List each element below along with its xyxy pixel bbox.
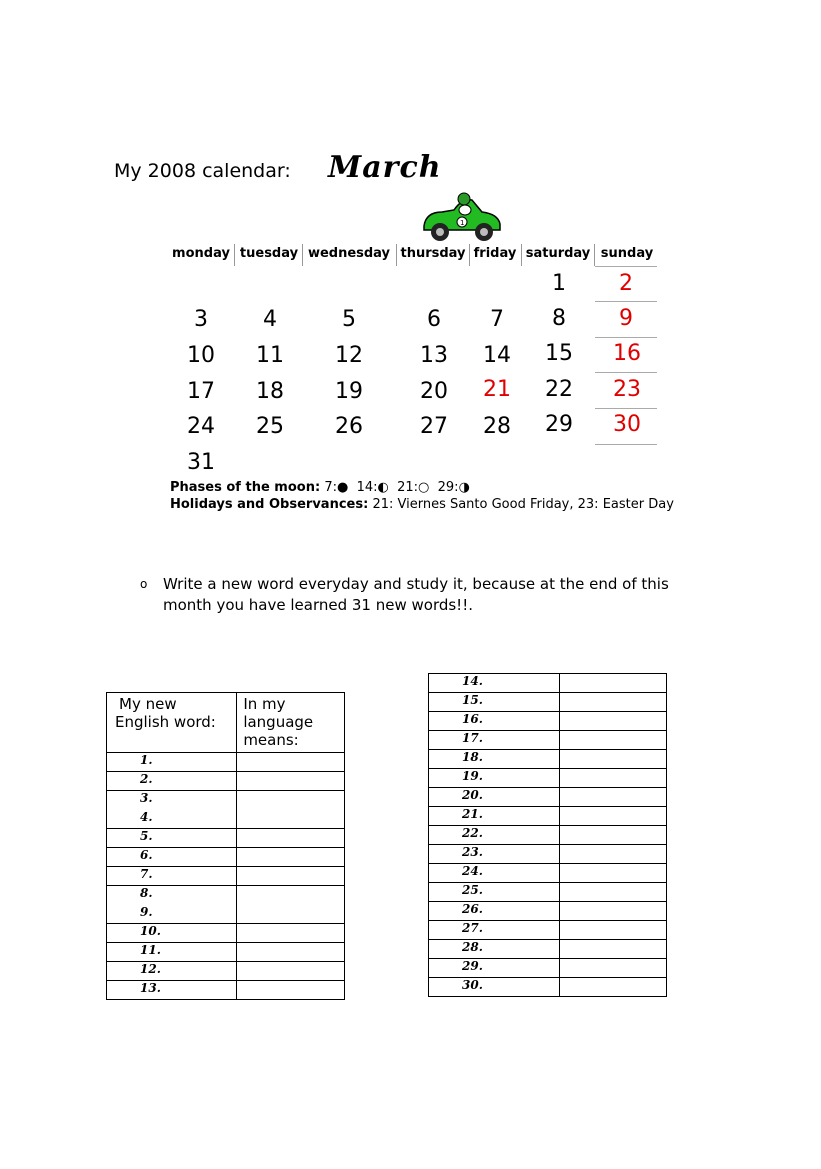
word-number: 17. [429,731,560,750]
column-separator [594,244,595,266]
day-header-friday: friday [473,246,517,261]
table-row [107,981,345,1000]
calendar-day: 12 [335,343,363,368]
instruction-line-1: Write a new word everyday and study it, because at the end of this [163,575,669,593]
table-row [429,807,667,826]
english-word-header [107,693,237,753]
meaning-cell[interactable] [237,886,345,924]
word-number: 25. [429,883,560,902]
word-number: 28. [429,940,560,959]
calendar-day: 31 [187,450,215,475]
calendar-day: 27 [420,414,448,439]
meaning-cell[interactable] [559,731,666,750]
word-number: 8. [107,886,237,905]
last-quarter-moon-icon: ◐ [377,480,389,495]
word-number: 14. [429,674,560,693]
meaning-cell[interactable] [559,940,666,959]
word-number: 19. [429,769,560,788]
meaning-cell[interactable] [559,750,666,769]
new-moon-icon: ○ [418,480,430,495]
calendar-day: 19 [335,379,363,404]
meaning-cell[interactable] [559,959,666,978]
column-separator [396,244,397,266]
race-car-illustration [418,190,504,246]
vocabulary-table-right [428,673,667,997]
calendar-day: 15 [545,341,573,366]
calendar-day-sunday: 30 [613,412,641,437]
table-row [107,886,345,905]
calendar-day: 18 [256,379,284,404]
language-meaning-header [237,693,345,753]
calendar-day: 17 [187,379,215,404]
calendar-day: 4 [263,307,277,332]
table-row [107,943,345,962]
calendar-day-sunday: 2 [619,271,633,296]
table-row [107,848,345,867]
calendar-day: 28 [483,414,511,439]
day-header-sunday: sunday [600,246,654,261]
meaning-cell[interactable] [237,753,345,772]
calendar-day: 11 [256,343,284,368]
table-row [429,845,667,864]
table-row [429,750,667,769]
table-row [429,769,667,788]
table-row [429,731,667,750]
meaning-cell[interactable] [559,807,666,826]
moon-phases [170,480,470,495]
calendar-day-sunday: 23 [613,377,641,402]
calendar-day: 14 [483,343,511,368]
meaning-cell[interactable] [559,902,666,921]
word-number: 26. [429,902,560,921]
table-row [107,791,345,810]
header-text: English word: [115,713,216,731]
word-number: 12. [107,962,237,981]
day-header-wednesday: wednesday [307,246,391,261]
meaning-cell[interactable] [237,772,345,791]
sunday-divider [595,372,657,373]
table-row [429,959,667,978]
meaning-cell[interactable] [237,943,345,962]
meaning-cell[interactable] [559,788,666,807]
meaning-cell[interactable] [237,981,345,1000]
table-row [107,829,345,848]
table-row [107,867,345,886]
meaning-cell[interactable] [237,924,345,943]
word-number: 1. [107,753,237,772]
meaning-cell[interactable] [559,674,666,693]
day-header-tuesday: tuesday [239,246,299,261]
moon-phase-1: 7: [324,480,337,495]
meaning-cell[interactable] [237,962,345,981]
calendar-day: 20 [420,379,448,404]
calendar-day: 29 [545,412,573,437]
moon-phase-2: 14: [356,480,378,495]
column-separator [521,244,522,266]
word-number: 23. [429,845,560,864]
meaning-cell[interactable] [559,845,666,864]
meaning-cell[interactable] [237,867,345,886]
table-row [107,772,345,791]
calendar-day: 3 [194,307,208,332]
word-number: 27. [429,921,560,940]
word-number: 15. [429,693,560,712]
header-text: language [243,713,314,731]
meaning-cell[interactable] [559,864,666,883]
word-number: 9. [107,905,237,924]
word-number: 10. [107,924,237,943]
calendar-day: 7 [490,307,504,332]
full-moon-icon: ● [336,480,349,495]
word-number: 2. [107,772,237,791]
meaning-cell[interactable] [559,883,666,902]
table-row [429,693,667,712]
table-row [107,962,345,981]
calendar-day: 8 [552,306,566,331]
instruction-line-2: month you have learned 31 new words!!. [163,596,473,614]
calendar-day: 10 [187,343,215,368]
meaning-cell[interactable] [237,829,345,848]
sunday-divider [595,266,657,267]
word-number: 18. [429,750,560,769]
meaning-cell[interactable] [559,826,666,845]
meaning-cell[interactable] [559,712,666,731]
word-number: 22. [429,826,560,845]
sunday-divider [595,444,657,445]
word-number: 20. [429,788,560,807]
sunday-divider [595,337,657,338]
calendar-day: 22 [545,377,573,402]
word-number: 21. [429,807,560,826]
calendar-day: 26 [335,414,363,439]
meaning-cell[interactable] [559,769,666,788]
word-number: 7. [107,867,237,886]
calendar-day: 1 [552,271,566,296]
holidays-label: Holidays and Observances: [170,497,369,512]
meaning-cell[interactable] [559,921,666,940]
table-header-row [107,693,345,753]
table-row [429,921,667,940]
day-header-thursday: thursday [400,246,466,261]
header-text: means: [243,731,299,749]
word-number: 24. [429,864,560,883]
page-title: My 2008 calendar: [114,160,291,182]
table-row [429,712,667,731]
word-number: 5. [107,829,237,848]
header-text: In my [243,695,286,713]
word-number: 30. [429,978,560,997]
month-title: March [328,150,442,185]
holidays [170,497,674,512]
table-row [429,674,667,693]
column-separator [234,244,235,266]
svg-text:1: 1 [460,219,465,227]
table-row [429,826,667,845]
calendar-day: 24 [187,414,215,439]
day-header-saturday: saturday [525,246,591,261]
moon-phase-4: 29: [437,480,459,495]
table-row [107,924,345,943]
table-row [107,753,345,772]
word-number: 6. [107,848,237,867]
calendar-day-sunday: 9 [619,306,633,331]
meaning-cell[interactable] [559,693,666,712]
calendar-day: 5 [342,307,356,332]
calendar-day-sunday: 16 [613,341,641,366]
table-row [429,883,667,902]
vocabulary-table-left [106,692,345,1000]
word-number: 29. [429,959,560,978]
sunday-divider [595,408,657,409]
bullet-icon: o [140,577,148,591]
holidays-text: 21: Viernes Santo Good Friday, 23: Easter Day [372,497,674,512]
header-text: My new [119,695,177,713]
table-row [429,864,667,883]
word-number: 3. [107,791,237,810]
calendar-day: 25 [256,414,284,439]
table-row [429,788,667,807]
word-number: 11. [107,943,237,962]
instruction-text [163,574,723,616]
meaning-cell[interactable] [559,978,666,997]
calendar-day-holiday: 21 [483,377,511,402]
day-header-monday: monday [172,246,230,261]
meaning-cell[interactable] [237,848,345,867]
sunday-divider [595,301,657,302]
column-separator [302,244,303,266]
calendar-day: 13 [420,343,448,368]
moon-phases-label: Phases of the moon: [170,480,321,495]
moon-phase-3: 21: [397,480,419,495]
word-number: 13. [107,981,237,1000]
word-number: 4. [107,810,237,829]
meaning-cell[interactable] [237,791,345,829]
word-number: 16. [429,712,560,731]
table-row [429,902,667,921]
calendar-day: 6 [427,307,441,332]
table-row [429,978,667,997]
table-row [429,940,667,959]
first-quarter-moon-icon: ◑ [458,480,470,495]
